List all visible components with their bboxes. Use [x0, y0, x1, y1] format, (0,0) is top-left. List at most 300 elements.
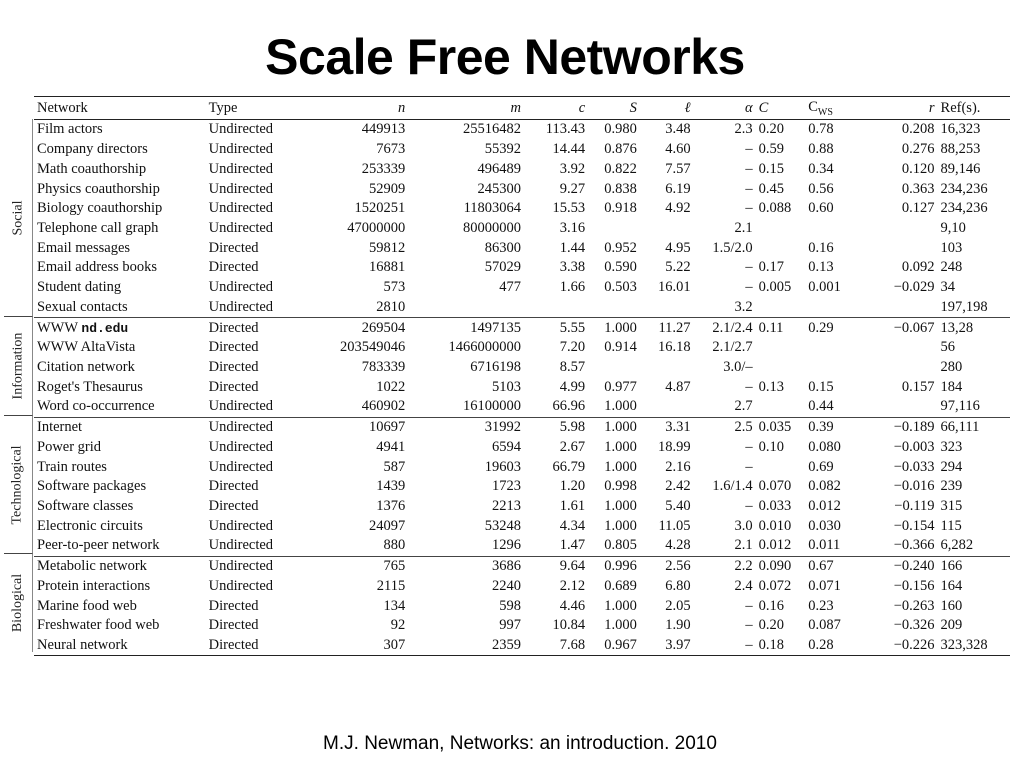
cell-type: Directed: [208, 239, 259, 256]
cell-l: 11.27: [640, 318, 694, 338]
cell-alpha: –: [745, 259, 753, 276]
cell-m: 6716198: [470, 358, 522, 375]
cell-r: −0.154: [893, 517, 935, 534]
cell-network: Email address books: [37, 259, 158, 276]
header-type: Type: [206, 97, 305, 120]
cell-alpha: 2.7: [734, 398, 753, 415]
cell-refs: 115: [940, 517, 962, 534]
table-row: [34, 556, 1010, 576]
cell-s: 1.000: [604, 517, 637, 534]
cell-refs: 56: [940, 339, 956, 356]
cell-network: Marine food web: [37, 597, 137, 614]
cell-refs: 9,10: [940, 219, 966, 236]
cell-r: [861, 397, 938, 417]
header-refs: Ref(s).: [938, 97, 1010, 120]
cell-C: [756, 338, 806, 358]
cell-r: 0.157: [901, 378, 935, 395]
cell-refs: 294: [940, 458, 963, 475]
cell-n: 460902: [361, 398, 406, 415]
cell-m: 19603: [484, 458, 522, 475]
cell-refs: 34: [940, 279, 956, 296]
cell-type: Directed: [208, 597, 259, 614]
cell-refs: 6,282: [940, 537, 974, 554]
cell-r: −0.016: [893, 478, 935, 495]
cell-alpha: 1.6/1.4: [712, 478, 753, 495]
cell-r: −0.003: [893, 438, 935, 455]
cell-l: 4.87: [665, 378, 691, 395]
cell-refs: 89,146: [940, 160, 981, 177]
cell-r: [861, 297, 938, 317]
cell-m: 496489: [477, 160, 522, 177]
cell-C: 0.012: [758, 537, 792, 554]
table-row: [34, 258, 1010, 278]
cell-m: 997: [499, 617, 522, 634]
cell-r: −0.263: [893, 597, 935, 614]
cell-c: 113.43: [545, 121, 586, 138]
network-table-container: [4, 96, 1010, 664]
group-labels: [4, 96, 32, 664]
header-l: ℓ: [640, 97, 694, 120]
network-statistics-table: [34, 96, 1010, 656]
header-n: n: [305, 97, 408, 120]
cell-refs: 197,198: [940, 298, 988, 315]
table-row: [34, 278, 1010, 298]
cell-n: 765: [305, 556, 408, 576]
cell-type: Undirected: [208, 279, 274, 296]
cell-refs: 234,236: [940, 180, 988, 197]
cell-type: Directed: [206, 318, 305, 338]
cell-C: [756, 297, 806, 317]
cell-type: Undirected: [208, 458, 274, 475]
cell-type: Undirected: [208, 577, 274, 594]
cell-c: 5.98: [524, 417, 588, 437]
cell-C: 0.090: [756, 556, 806, 576]
cell-Cws: 0.34: [808, 160, 834, 177]
cell-type: Undirected: [206, 417, 305, 437]
cell-Cws: 0.030: [808, 517, 841, 534]
cell-m: 245300: [477, 180, 522, 197]
cell-network: WWW nd.edu: [34, 318, 206, 338]
cell-Cws: 0.69: [808, 458, 834, 475]
cell-alpha: –: [745, 498, 753, 515]
cell-r: [861, 358, 938, 378]
cell-c: 66.79: [552, 458, 586, 475]
cell-m: 477: [499, 279, 522, 296]
cell-alpha: 2.3: [734, 121, 753, 138]
cell-type: Undirected: [208, 398, 274, 415]
cell-network: Metabolic network: [34, 556, 206, 576]
cell-l: 2.56: [640, 556, 694, 576]
cell-l: 2.42: [665, 478, 691, 495]
cell-alpha: 2.1/2.4: [694, 318, 756, 338]
cell-type: Undirected: [208, 160, 274, 177]
cell-s: 0.980: [604, 121, 637, 138]
header-c: c: [524, 97, 588, 120]
cell-network: WWW AltaVista: [37, 339, 136, 356]
cell-l: 5.22: [665, 259, 691, 276]
cell-refs: 103: [940, 239, 963, 256]
cell-n: 449913: [361, 121, 406, 138]
cell-refs: 66,111: [938, 417, 1010, 437]
cell-network: Sexual contacts: [37, 298, 128, 315]
cell-C: 0.033: [758, 498, 792, 515]
cell-Cws: 0.44: [808, 398, 834, 415]
table-row: [34, 120, 1010, 140]
cell-C: 0.16: [758, 597, 784, 614]
cell-m: 2240: [492, 577, 522, 594]
cell-c: 1.66: [559, 279, 586, 296]
cell-network: Electronic circuits: [37, 517, 143, 534]
header-alpha: α: [694, 97, 756, 120]
cell-n: 307: [305, 636, 408, 656]
cell-m: 86300: [484, 239, 522, 256]
table-row: [34, 297, 1010, 317]
cell-l: 6.19: [665, 180, 691, 197]
cell-s: 0.689: [604, 577, 637, 594]
cell-r: [861, 238, 938, 258]
cell-C: [756, 457, 806, 477]
cell-type: Directed: [208, 339, 259, 356]
cell-refs: 160: [940, 597, 963, 614]
table-row: [34, 238, 1010, 258]
cell-C: [756, 238, 806, 258]
cell-Cws: 0.28: [805, 636, 861, 656]
cell-network: Math coauthorship: [37, 160, 147, 177]
cell-alpha: –: [745, 458, 753, 475]
cell-l: 3.97: [640, 636, 694, 656]
cell-alpha: 2.5: [694, 417, 756, 437]
cell-r: −0.189: [861, 417, 938, 437]
table-row: [34, 358, 1010, 378]
cell-l: [640, 297, 694, 317]
cell-network: Peer-to-peer network: [37, 537, 160, 554]
cell-s: 1.000: [588, 318, 640, 338]
cell-n: 134: [383, 597, 406, 614]
cell-Cws: 0.012: [808, 498, 841, 515]
cell-c: 9.64: [524, 556, 588, 576]
cell-alpha: –: [745, 378, 753, 395]
cell-n: 7673: [376, 141, 406, 158]
cell-network: Protein interactions: [37, 577, 151, 594]
cell-r: [861, 219, 938, 239]
cell-m: 5103: [492, 378, 522, 395]
cell-type: Directed: [206, 636, 305, 656]
cell-c: 3.92: [559, 160, 586, 177]
cell-c: 3.38: [559, 259, 586, 276]
cell-s: 1.000: [604, 617, 637, 634]
cell-Cws: 0.60: [808, 200, 834, 217]
cell-c: 1.20: [559, 478, 586, 495]
cell-n: 203549046: [340, 339, 406, 356]
cell-Cws: 0.78: [808, 121, 834, 138]
cell-m: 1497135: [408, 318, 524, 338]
cell-m: 53248: [484, 517, 522, 534]
cell-m: 2213: [492, 498, 522, 515]
header-s: S: [588, 97, 640, 120]
cell-C: 0.035: [756, 417, 806, 437]
cell-s: 0.996: [588, 556, 640, 576]
cell-alpha: –: [745, 141, 753, 158]
cell-type: Directed: [208, 617, 259, 634]
slide-title: Scale Free Networks: [265, 29, 745, 85]
cell-C: 0.072: [758, 577, 792, 594]
cell-refs: 209: [940, 617, 963, 634]
cell-Cws: 0.001: [808, 279, 841, 296]
cell-c: 1.61: [559, 498, 586, 515]
cell-refs: 323: [940, 438, 963, 455]
cell-alpha: 2.1/2.7: [712, 339, 753, 356]
table-row: [34, 338, 1010, 358]
cell-refs: 315: [940, 498, 963, 515]
citation-caption: M.J. Newman, Networks: an introduction. 2010: [323, 733, 717, 754]
cell-type: Undirected: [208, 180, 274, 197]
cell-l: 4.60: [665, 141, 691, 158]
cell-s: [588, 297, 640, 317]
table-header-row: [34, 97, 1010, 120]
cell-m: 80000000: [463, 219, 522, 236]
cell-C: [756, 358, 806, 378]
cell-Cws: 0.67: [805, 556, 861, 576]
cell-s: 0.838: [604, 180, 637, 197]
cell-alpha: –: [745, 279, 753, 296]
cell-network: Roget's Thesaurus: [37, 378, 143, 395]
cell-alpha: –: [745, 438, 753, 455]
cell-alpha: 2.1: [734, 537, 753, 554]
cell-c: 4.34: [559, 517, 586, 534]
cell-refs: 164: [940, 577, 963, 594]
header-m: m: [408, 97, 524, 120]
cell-network: Telephone call graph: [37, 219, 159, 236]
cell-m: 55392: [484, 141, 522, 158]
cell-alpha: –: [745, 160, 753, 177]
cell-s: 1.000: [604, 438, 637, 455]
cell-C: 0.20: [758, 121, 784, 138]
cell-l: 16.01: [657, 279, 691, 296]
cell-alpha: –: [694, 636, 756, 656]
cell-l: 2.05: [665, 597, 691, 614]
table-row: [34, 457, 1010, 477]
cell-m: 3686: [408, 556, 524, 576]
cell-r: −0.119: [894, 498, 935, 515]
cell-refs: 166: [938, 556, 1010, 576]
cell-r: 0.208: [901, 121, 935, 138]
cell-n: 10697: [305, 417, 408, 437]
cell-l: 6.80: [665, 577, 691, 594]
table-row: [34, 477, 1010, 497]
cell-m: 598: [499, 597, 522, 614]
cell-C: 0.17: [758, 259, 784, 276]
cell-network: Neural network: [34, 636, 206, 656]
cell-c: 8.57: [559, 358, 586, 375]
cell-network: Film actors: [37, 121, 103, 138]
cell-n: 2115: [376, 577, 406, 594]
cell-type: Directed: [208, 259, 259, 276]
cell-n: 1376: [376, 498, 406, 515]
cell-type: Undirected: [208, 438, 274, 455]
cell-C: 0.010: [758, 517, 792, 534]
cell-network: Company directors: [37, 141, 148, 158]
cell-s: 0.876: [604, 141, 637, 158]
cell-C: 0.10: [758, 438, 784, 455]
cell-C: 0.13: [758, 378, 784, 395]
cell-refs: 280: [940, 358, 963, 375]
cell-c: [524, 297, 588, 317]
cell-type: Undirected: [208, 121, 274, 138]
cell-Cws: [805, 219, 861, 239]
cell-l: 3.31: [640, 417, 694, 437]
header-C: C: [756, 97, 806, 120]
cell-alpha: –: [745, 200, 753, 217]
cell-alpha: –: [745, 617, 753, 634]
cell-s: 1.000: [604, 597, 637, 614]
cell-l: 3.48: [665, 121, 691, 138]
cell-r: −0.240: [861, 556, 938, 576]
cell-n: 1022: [376, 378, 406, 395]
table-row: [34, 318, 1010, 338]
cell-n: 587: [383, 458, 406, 475]
cell-network: Citation network: [37, 358, 135, 375]
cell-l: 4.95: [665, 239, 691, 256]
cell-n: 59812: [369, 239, 406, 256]
cell-l: [640, 219, 694, 239]
group-label-biological: Biological: [4, 553, 33, 653]
table-row: [34, 219, 1010, 239]
cell-Cws: 0.29: [805, 318, 861, 338]
cell-r: −0.366: [893, 537, 935, 554]
cell-network: Software packages: [37, 478, 147, 495]
cell-s: 0.590: [604, 259, 637, 276]
table-row: [34, 159, 1010, 179]
table-row: [34, 616, 1010, 636]
cell-c: 1.44: [559, 239, 586, 256]
table-row: [34, 179, 1010, 199]
cell-Cws: [805, 338, 861, 358]
cell-c: 10.84: [552, 617, 586, 634]
cell-network: Physics coauthorship: [37, 180, 160, 197]
cell-n: 2810: [376, 298, 406, 315]
cell-refs: 248: [940, 259, 963, 276]
cell-network: Student dating: [37, 279, 122, 296]
cell-refs: 88,253: [940, 141, 981, 158]
table-row: [34, 397, 1010, 417]
cell-l: 4.28: [665, 537, 691, 554]
cell-s: 1.000: [604, 458, 637, 475]
cell-l: [640, 397, 694, 417]
cell-Cws: 0.39: [805, 417, 861, 437]
cell-m: 2359: [408, 636, 524, 656]
cell-l: 4.92: [665, 200, 691, 217]
cell-C: 0.088: [758, 200, 792, 217]
cell-c: 14.44: [552, 141, 586, 158]
cell-n: 783339: [361, 358, 406, 375]
cell-refs: 184: [940, 378, 963, 395]
cell-C: [756, 397, 806, 417]
cell-l: 18.99: [657, 438, 691, 455]
table-row: [34, 577, 1010, 597]
cell-n: 1520251: [354, 200, 406, 217]
cell-s: 0.967: [588, 636, 640, 656]
cell-l: 16.18: [657, 339, 691, 356]
cell-l: 1.90: [665, 617, 691, 634]
cell-r: 0.276: [901, 141, 935, 158]
cell-network: Software classes: [37, 498, 134, 515]
table-body: [34, 120, 1010, 656]
cell-n: 573: [383, 279, 406, 296]
cell-alpha: –: [745, 180, 753, 197]
cell-refs: 16,323: [940, 121, 981, 138]
cell-r: −0.033: [893, 458, 935, 475]
cell-type: Undirected: [208, 200, 274, 217]
cell-s: 0.977: [604, 378, 637, 395]
cell-r: −0.067: [861, 318, 938, 338]
cell-s: 0.805: [604, 537, 637, 554]
cell-m: 1466000000: [448, 339, 522, 356]
cell-n: 24097: [369, 517, 406, 534]
cell-s: [588, 358, 640, 378]
cell-s: 0.918: [604, 200, 637, 217]
cell-C: 0.070: [758, 478, 792, 495]
cell-alpha: 3.0: [734, 517, 753, 534]
cell-C: 0.15: [758, 160, 784, 177]
cell-l: 2.16: [665, 458, 691, 475]
cell-r: −0.226: [861, 636, 938, 656]
cell-c: 4.99: [559, 378, 586, 395]
cell-n: 16881: [369, 259, 406, 276]
cell-m: [408, 297, 524, 317]
cell-type: Undirected: [208, 141, 274, 158]
header-network: Network: [34, 97, 206, 120]
cell-type: Undirected: [208, 517, 274, 534]
group-label-technological: Technological: [4, 415, 33, 554]
cell-type: Directed: [208, 358, 259, 375]
cell-network: Biology coauthorship: [37, 200, 163, 217]
cell-Cws: [805, 297, 861, 317]
cell-network: Power grid: [37, 438, 102, 455]
cell-alpha: 2.2: [694, 556, 756, 576]
cell-s: 0.952: [604, 239, 637, 256]
cell-s: 1.000: [588, 417, 640, 437]
cell-l: 5.40: [665, 498, 691, 515]
cell-Cws: 0.16: [808, 239, 834, 256]
cell-Cws: 0.56: [808, 180, 834, 197]
cell-alpha: 2.4: [734, 577, 753, 594]
cell-n: 52909: [369, 180, 406, 197]
cell-type: Directed: [208, 478, 259, 495]
cell-Cws: 0.080: [808, 438, 841, 455]
cell-alpha: –: [745, 597, 753, 614]
cell-l: 7.57: [665, 160, 691, 177]
cell-r: 0.127: [901, 200, 935, 217]
cell-m: 6594: [492, 438, 522, 455]
cell-C: 0.59: [758, 141, 784, 158]
table-row: [34, 536, 1010, 556]
cell-type: Undirected: [208, 219, 274, 236]
cell-C: 0.11: [756, 318, 806, 338]
table-row: [34, 497, 1010, 517]
cell-type: Undirected: [208, 298, 274, 315]
cell-C: 0.45: [758, 180, 784, 197]
cell-C: 0.20: [758, 617, 784, 634]
cell-Cws: 0.011: [808, 537, 841, 554]
cell-m: 11803064: [463, 200, 522, 217]
cell-alpha: 1.5/2.0: [712, 239, 753, 256]
cell-refs: 13,28: [938, 318, 1010, 338]
cell-c: 7.20: [559, 339, 586, 356]
cell-s: 0.998: [604, 478, 637, 495]
cell-s: 0.914: [604, 339, 637, 356]
cell-n: 47000000: [347, 219, 406, 236]
cell-s: 1.000: [604, 398, 637, 415]
